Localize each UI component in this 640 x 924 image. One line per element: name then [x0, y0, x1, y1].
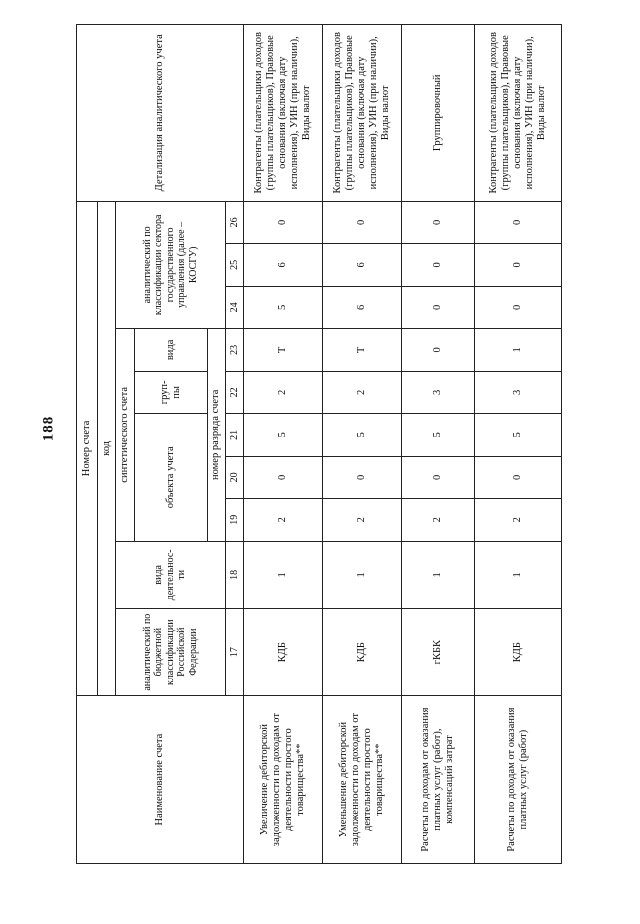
row-cell: 0: [474, 201, 561, 244]
table-row: [323, 25, 402, 864]
row-cell: КДБ: [474, 609, 561, 696]
column-number: 21: [225, 414, 244, 456]
row-cell: 3: [402, 371, 475, 413]
row-cell: 0: [402, 201, 475, 244]
row-detail: Контрагенты (плательщики доходов (группы плательщиков), Правовые основания (включая дату исполнения), УИН (при наличии), Виды валют: [244, 25, 323, 202]
row-cell: КДБ: [323, 609, 402, 696]
column-number: 20: [225, 456, 244, 498]
table-row: [244, 25, 323, 864]
header-analytic-budget: аналитический по бюджетной классификации Российской Федерации: [116, 609, 225, 696]
row-account-name: Расчеты по доходам от оказания платных услуг (работ): [474, 696, 561, 864]
row-cell: 0: [402, 244, 475, 286]
row-cell: 0: [323, 456, 402, 498]
row-cell: Т: [323, 329, 402, 371]
page-number: 188: [40, 415, 57, 442]
column-number: 22: [225, 371, 244, 413]
header-groups: груп-пы: [135, 371, 208, 413]
column-number: 19: [225, 499, 244, 541]
row-cell: 5: [244, 286, 323, 328]
column-number: 25: [225, 244, 244, 286]
row-cell: 1: [474, 541, 561, 609]
header-code: код: [97, 201, 116, 696]
row-cell: 0: [244, 456, 323, 498]
row-cell: 6: [323, 244, 402, 286]
header-activity-type: вида деятельнос-ти: [116, 541, 225, 609]
row-cell: 2: [323, 499, 402, 541]
row-cell: 0: [402, 456, 475, 498]
row-cell: 0: [402, 286, 475, 328]
row-cell: гКБК: [402, 609, 475, 696]
row-account-name: Уменьшение дебиторской задолженности по доходам от деятельности простого товарищества**: [323, 696, 402, 864]
row-cell: 1: [402, 541, 475, 609]
column-number: 26: [225, 201, 244, 244]
header-account-number: Номер счета: [77, 201, 98, 696]
row-cell: 5: [323, 414, 402, 456]
row-cell: 1: [474, 329, 561, 371]
row-cell: 5: [402, 414, 475, 456]
header-digit-number: номер разряда счета: [207, 329, 225, 541]
document-page: [76, 24, 562, 864]
header-analytic-kosgu: аналитический по классификации сектора государственного управления (далее – КОСГУ): [116, 201, 225, 329]
column-number: 18: [225, 541, 244, 609]
row-cell: 6: [323, 286, 402, 328]
account-table: [76, 24, 562, 864]
row-cell: 2: [474, 499, 561, 541]
row-cell: 2: [244, 499, 323, 541]
header-type: вида: [135, 329, 208, 371]
row-cell: 0: [323, 201, 402, 244]
column-number: 24: [225, 286, 244, 328]
column-number: 17: [225, 609, 244, 696]
row-cell: 0: [244, 201, 323, 244]
table-row: [402, 25, 475, 864]
row-detail: Контрагенты (плательщики доходов (группы плательщиков), Правовые основания (включая дату исполнения), УИН (при наличии), Виды валют: [474, 25, 561, 202]
row-cell: 0: [474, 286, 561, 328]
row-cell: 1: [244, 541, 323, 609]
row-cell: 1: [323, 541, 402, 609]
row-cell: КДБ: [244, 609, 323, 696]
rotated-table-container: [76, 24, 562, 864]
row-account-name: Расчеты по доходам от оказания платных услуг (работ), компенсаций затрат: [402, 696, 475, 864]
row-cell: Т: [244, 329, 323, 371]
header-account-name: Наименование счета: [77, 696, 244, 864]
row-cell: 2: [402, 499, 475, 541]
row-detail: Контрагенты (плательщики доходов (группы плательщиков), Правовые основания (включая дату исполнения), УИН (при наличии), Виды валют: [323, 25, 402, 202]
header-synthetic-account: синтетического счета: [116, 329, 135, 541]
table-row: [474, 25, 561, 864]
column-number: 23: [225, 329, 244, 371]
header-account-object: объекта учета: [135, 414, 208, 541]
row-cell: 5: [244, 414, 323, 456]
row-cell: 2: [323, 371, 402, 413]
row-detail: Группировочный: [402, 25, 475, 202]
row-account-name: Увеличение дебиторской задолженности по доходам от деятельности простого товарищества**: [244, 696, 323, 864]
row-cell: 5: [474, 414, 561, 456]
header-detail: Детализация аналитического учета: [77, 25, 244, 202]
row-cell: 0: [402, 329, 475, 371]
row-cell: 3: [474, 371, 561, 413]
row-cell: 0: [474, 244, 561, 286]
row-cell: 6: [244, 244, 323, 286]
row-cell: 2: [244, 371, 323, 413]
row-cell: 0: [474, 456, 561, 498]
